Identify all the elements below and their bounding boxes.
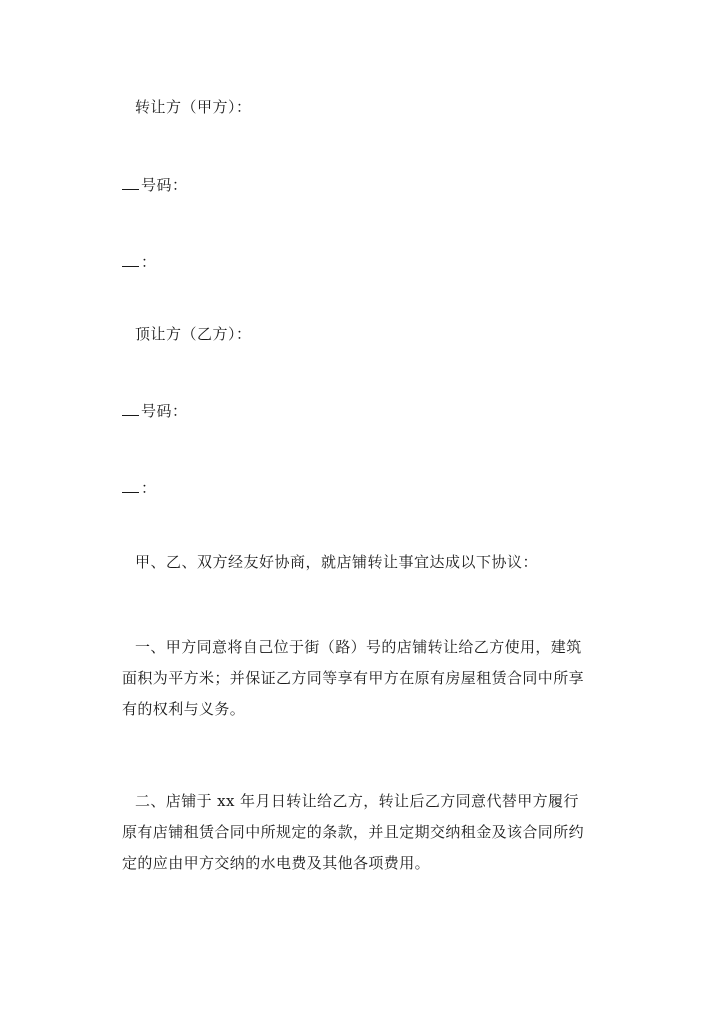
transferor-extra-label: ： <box>141 253 157 271</box>
transferor-id-line <box>122 175 188 195</box>
clause-1-line-1: 一、甲方同意将自己位于街（路）号的店铺转让给乙方使用，建筑 <box>135 638 582 656</box>
transferee-id-line <box>122 401 188 421</box>
clause-2 <box>122 786 602 879</box>
transferor-label-text: 转让方（甲方）： <box>135 98 252 116</box>
clause-2-line-2: 原有店铺租赁合同中所规定的条款，并且定期交纳租金及该合同所约 <box>122 823 585 841</box>
clause-2-line-1: 二、店铺于 xx 年月日转让给乙方，转让后乙方同意代替甲方履行 <box>135 792 579 810</box>
transferor-extra-blank <box>122 252 139 267</box>
transferee-label-text: 顶让方（乙方）： <box>135 325 252 343</box>
transferee-extra-label: ： <box>141 479 157 497</box>
transferee-extra-line <box>122 478 157 498</box>
transferor-extra-line <box>122 252 157 272</box>
transferee-extra-blank <box>122 478 139 493</box>
transferee-label <box>135 324 252 344</box>
agreement-intro-text: 甲、乙、双方经友好协商，就店铺转让事宜达成以下协议： <box>135 553 539 571</box>
clause-1-line-2: 面积为平方米；并保证乙方同等享有甲方在原有房屋租赁合同中所享 <box>122 669 585 687</box>
agreement-intro <box>135 552 538 572</box>
clause-1-line-3: 有的权利与义务。 <box>122 700 246 718</box>
clause-1 <box>122 632 602 725</box>
transferor-label <box>135 97 252 117</box>
transferee-id-blank <box>122 401 139 416</box>
clause-2-line-3: 定的应由甲方交纳的水电费及其他各项费用。 <box>122 854 431 872</box>
transferee-id-label: 号码： <box>141 402 188 420</box>
transferor-id-label: 号码： <box>141 176 188 194</box>
transferor-id-blank <box>122 175 139 190</box>
